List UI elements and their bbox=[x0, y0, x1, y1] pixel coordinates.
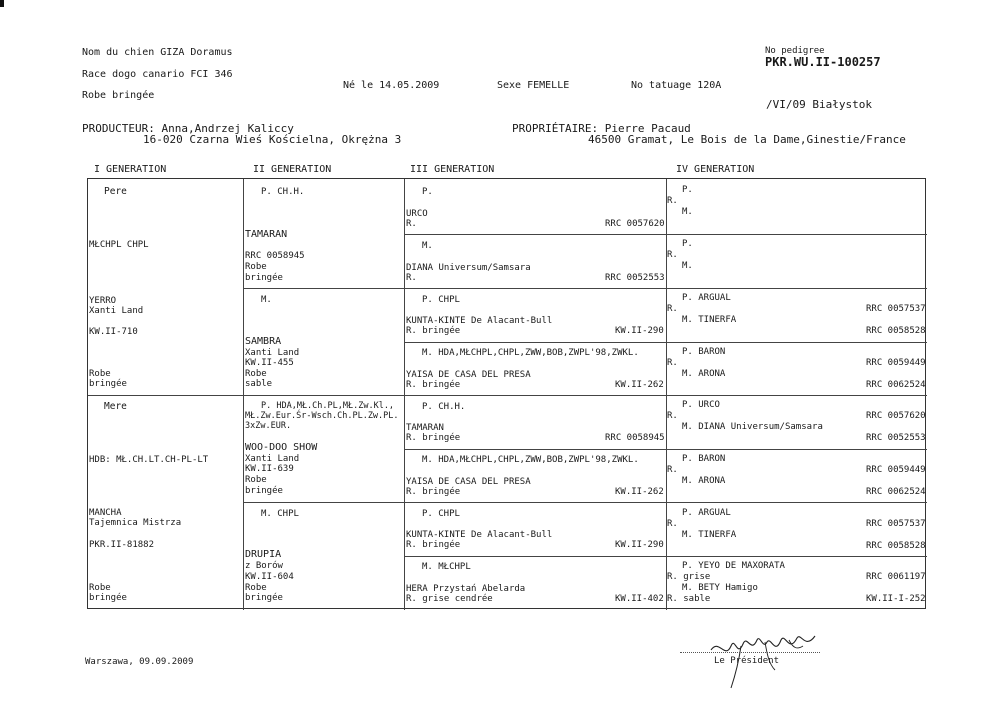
president-signature bbox=[705, 620, 835, 690]
gen3-titles: M. HDA,MŁCHPL,CHPL,ZWW,BOB,ZWPL'98,ZWKL. bbox=[422, 348, 639, 358]
gen2-line1: Xanti Land bbox=[245, 348, 300, 358]
gen4-sire: P. URCO bbox=[682, 400, 720, 410]
gen3-divider-c bbox=[404, 449, 927, 450]
gen3-coat: R. bringée bbox=[406, 433, 461, 443]
gen4-dam-registration: RRC 0058528 bbox=[866, 326, 926, 336]
gen2-titles: P. CH.H. bbox=[261, 187, 305, 197]
scan-corner-mark bbox=[0, 0, 4, 7]
gen2-name: DRUPIA bbox=[245, 549, 282, 560]
place-and-date: Warszawa, 09.09.2009 bbox=[85, 657, 194, 667]
dam-name: MANCHA bbox=[89, 508, 122, 518]
gen4-sire-registration: RRC 0057620 bbox=[866, 411, 926, 421]
gen4-sire: P. ARGUAL bbox=[682, 508, 731, 518]
dam-kennel: Tajemnica Mistrza bbox=[89, 518, 182, 528]
gen4-sire-coat: R. bbox=[667, 519, 678, 529]
gen3-name: YAISA DE CASA DEL PRESA bbox=[406, 370, 531, 380]
gen4-dam-registration: RRC 0062524 bbox=[866, 380, 926, 390]
gen3-divider-a bbox=[404, 234, 927, 235]
gen4-sire-registration: RRC 0057537 bbox=[866, 519, 926, 529]
gen2-line2: KW.II-455 bbox=[245, 358, 294, 368]
owner-address: 46500 Gramat, Le Bois de la Dame,Ginestie/France bbox=[588, 133, 906, 146]
gen3-titles: P. CH.H. bbox=[422, 402, 466, 412]
gen1-header: I GENERATION bbox=[94, 164, 167, 175]
sire-label: Pere bbox=[104, 186, 127, 197]
gen3-titles: M. HDA,MŁCHPL,CHPL,ZWW,BOB,ZWPL'98,ZWKL. bbox=[422, 455, 639, 465]
president-label: Le Président bbox=[714, 656, 780, 666]
gen4-dam: M. bbox=[682, 207, 693, 217]
gen3-coat: R. grise cendrée bbox=[406, 594, 493, 604]
breed: Race dogo canario FCI 346 bbox=[82, 69, 233, 80]
gen4-dam: M. ARONA bbox=[682, 476, 726, 486]
gen2-line1: Xanti Land bbox=[245, 454, 300, 464]
gen4-sire-coat: R. grise bbox=[667, 572, 711, 582]
gen3-name: KUNTA-KINTE De Alacant-Bull bbox=[406, 530, 553, 540]
gen4-dam: M. TINERFA bbox=[682, 530, 737, 540]
gen4-header: IV GENERATION bbox=[676, 164, 755, 175]
gen3-divider-d bbox=[404, 556, 927, 557]
dam-coat-label: Robe bbox=[89, 583, 111, 593]
gen2-line4: bringée bbox=[245, 486, 283, 496]
sire-coat-label: Robe bbox=[89, 369, 111, 379]
dam-label: Mere bbox=[104, 401, 127, 412]
gen4-sire-registration: RRC 0061197 bbox=[866, 572, 926, 582]
gen3-name: KUNTA-KINTE De Alacant-Bull bbox=[406, 316, 553, 326]
owner-name: PROPRIÉTAIRE: Pierre Pacaud bbox=[512, 122, 691, 135]
sire-dam-divider bbox=[88, 395, 927, 396]
gen3-registration: KW.II-262 bbox=[615, 380, 664, 390]
gen3-name: URCO bbox=[406, 209, 428, 219]
gen3-registration: RRC 0052553 bbox=[605, 273, 665, 283]
gen4-dam: M. ARONA bbox=[682, 369, 726, 379]
gen4-dam: M. bbox=[682, 261, 693, 271]
pedigree-number: PKR.WU.II-100257 bbox=[765, 55, 881, 69]
gen3-name: DIANA Universum/Samsara bbox=[406, 263, 531, 273]
gen3-header: III GENERATION bbox=[410, 164, 495, 175]
gen4-sire: P. ARGUAL bbox=[682, 293, 731, 303]
gen4-sire-registration: RRC 0059449 bbox=[866, 358, 926, 368]
gen4-sire-coat: R. bbox=[667, 250, 678, 260]
gen4-sire: P. BARON bbox=[682, 347, 726, 357]
gen2-titles-cont: MŁ.Zw.Eur.Śr-Wsch.Ch.PL.Zw.PL. bbox=[245, 411, 399, 421]
gen4-sire-coat: R. bbox=[667, 358, 678, 368]
gen3-titles: P. CHPL bbox=[422, 295, 460, 305]
gen2-divider-b bbox=[243, 502, 927, 503]
gen4-sire: P. bbox=[682, 239, 693, 249]
gen2-header: II GENERATION bbox=[253, 164, 332, 175]
gen4-dam: M. BETY Hamigo bbox=[682, 583, 758, 593]
gen4-dam-registration: RRC 0052553 bbox=[866, 433, 926, 443]
gen2-name: TAMARAN bbox=[245, 229, 288, 240]
gen3-coat: R. bringée bbox=[406, 487, 461, 497]
gen3-name: TAMARAN bbox=[406, 423, 444, 433]
gen2-line1: RRC 0058945 bbox=[245, 251, 305, 261]
issue-place: /VI/09 Białystok bbox=[766, 98, 872, 111]
gen3-name: YAISA DE CASA DEL PRESA bbox=[406, 477, 531, 487]
gen4-dam-registration: RRC 0058528 bbox=[866, 541, 926, 551]
gen4-sire-coat: R. bbox=[667, 304, 678, 314]
gen2-line3: Robe bbox=[245, 369, 267, 379]
dam-registration: PKR.II-81882 bbox=[89, 540, 155, 550]
dam-titles: HDB: MŁ.CH.LT.CH-PL-LT bbox=[89, 455, 209, 465]
gen3-coat: R. bringée bbox=[406, 326, 461, 336]
gen3-titles: P. CHPL bbox=[422, 509, 460, 519]
producer-address: 16-020 Czarna Wieś Kościelna, Okrężna 3 bbox=[143, 133, 402, 146]
dam-coat: bringée bbox=[89, 593, 127, 603]
tattoo-number: No tatuage 120A bbox=[631, 80, 722, 91]
gen3-registration: RRC 0057620 bbox=[605, 219, 665, 229]
gen2-titles: P. HDA,MŁ.Ch.PL,MŁ.Zw.Kl., bbox=[261, 401, 395, 411]
gen4-sire: P. YEYO DE MAXORATA bbox=[682, 561, 785, 571]
gen4-sire-registration: RRC 0057537 bbox=[866, 304, 926, 314]
gen2-line4: bringée bbox=[245, 593, 283, 603]
gen2-line1: z Borów bbox=[245, 561, 283, 571]
gen3-divider-b bbox=[404, 342, 927, 343]
gen2-line3: Robe bbox=[245, 583, 267, 593]
gen2-line3: Robe bbox=[245, 475, 267, 485]
gen2-titles: M. bbox=[261, 295, 272, 305]
pedigree-label: No pedigree bbox=[765, 46, 825, 56]
gen4-sire-registration: RRC 0059449 bbox=[866, 465, 926, 475]
gen2-name: SAMBRA bbox=[245, 336, 282, 347]
gen4-dam: M. DIANA Universum/Samsara bbox=[682, 422, 823, 432]
gen4-sire: P. BARON bbox=[682, 454, 726, 464]
sire-kennel: Xanti Land bbox=[89, 306, 144, 316]
signature-line bbox=[680, 652, 820, 653]
sire-name: YERRO bbox=[89, 296, 117, 306]
gen3-registration: KW.II-402 bbox=[615, 594, 664, 604]
sex: Sexe FEMELLE bbox=[497, 80, 570, 91]
producer-name: PRODUCTEUR: Anna,Andrzej Kaliccy bbox=[82, 122, 294, 135]
gen3-registration: RRC 0058945 bbox=[605, 433, 665, 443]
gen3-coat: R. bbox=[406, 273, 417, 283]
sire-coat: bringée bbox=[89, 379, 127, 389]
gen3-coat: R. bringée bbox=[406, 380, 461, 390]
gen3-registration: KW.II-290 bbox=[615, 540, 664, 550]
gen2-divider-a bbox=[243, 288, 927, 289]
gen3-titles: M. bbox=[422, 241, 433, 251]
pedigree-table bbox=[87, 178, 926, 609]
gen2-line2: KW.II-604 bbox=[245, 572, 294, 582]
gen4-sire-coat: R. bbox=[667, 465, 678, 475]
gen2-name: WOO-DOO SHOW bbox=[245, 442, 318, 453]
gen4-dam-coat: R. sable bbox=[667, 594, 711, 604]
sire-titles: MŁCHPL CHPL bbox=[89, 240, 149, 250]
gen3-registration: KW.II-262 bbox=[615, 487, 664, 497]
gen4-sire-coat: R. bbox=[667, 196, 678, 206]
gen4-sire: P. bbox=[682, 185, 693, 195]
gen3-titles: M. MŁCHPL bbox=[422, 562, 471, 572]
gen2-titles-cont: 3xZw.EUR. bbox=[245, 421, 292, 431]
sire-registration: KW.II-710 bbox=[89, 327, 138, 337]
gen3-registration: KW.II-290 bbox=[615, 326, 664, 336]
gen4-dam: M. TINERFA bbox=[682, 315, 737, 325]
gen3-name: HERA Przystań Abelarda bbox=[406, 584, 526, 594]
birth-date: Né le 14.05.2009 bbox=[343, 80, 440, 91]
gen4-dam-registration: RRC 0062524 bbox=[866, 487, 926, 497]
gen2-line2: Robe bbox=[245, 262, 267, 272]
gen3-titles: P. bbox=[422, 187, 433, 197]
gen2-titles: M. CHPL bbox=[261, 509, 299, 519]
gen2-line2: KW.II-639 bbox=[245, 464, 294, 474]
coat: Robe bringée bbox=[82, 90, 155, 101]
gen2-line4: sable bbox=[245, 379, 273, 389]
dog-name: Nom du chien GIZA Doramus bbox=[82, 47, 233, 58]
gen4-dam-registration: KW.II-I-252 bbox=[866, 594, 926, 604]
gen3-coat: R. bringée bbox=[406, 540, 461, 550]
gen3-coat: R. bbox=[406, 219, 417, 229]
gen4-sire-coat: R. bbox=[667, 411, 678, 421]
gen2-line3: bringée bbox=[245, 273, 283, 283]
